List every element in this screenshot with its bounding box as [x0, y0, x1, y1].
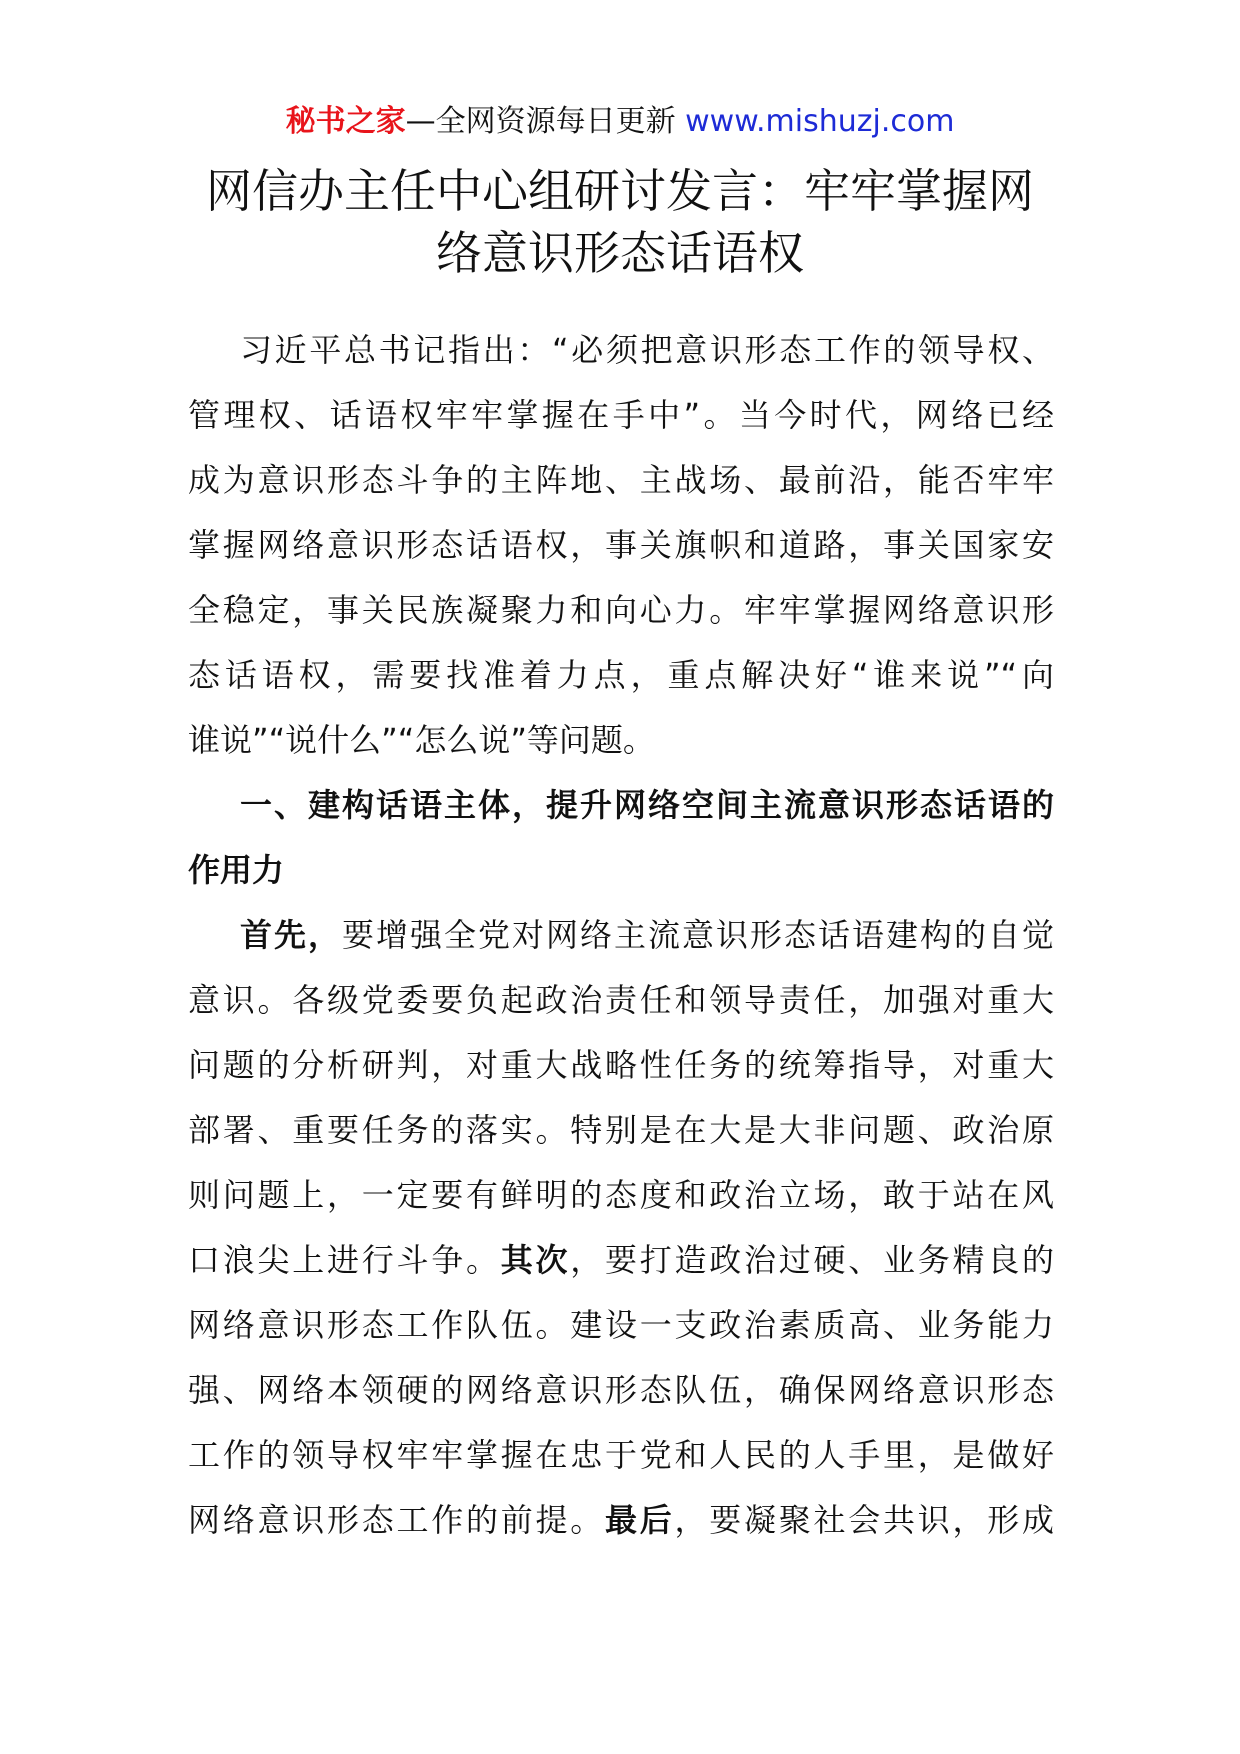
para-line-4: 部署、重要任务的落实。特别是在大是大非问题、政治原 [188, 1111, 1054, 1149]
second-keyword: 其次 [500, 1241, 571, 1279]
banner-slogan: —全网资源每日更新 [405, 104, 686, 139]
para-line-6 [188, 1228, 1054, 1293]
para-line-5: 则问题上，一定要有鲜明的态度和政治立场，敢于站在风 [188, 1176, 1054, 1214]
para-line-6-pre: 口浪尖上进行斗争。 [188, 1241, 501, 1279]
title-line-1: 网信办主任中心组研讨发言：牢牢掌握网 [206, 164, 1034, 218]
para-line-1 [188, 903, 1054, 968]
para-line-10-post: ，要凝聚社会共识，形成 [674, 1501, 1054, 1539]
intro-paragraph [188, 318, 1054, 773]
intro-line-4: 掌握网络意识形态话语权，事关旗帜和道路，事关国家安 [188, 526, 1054, 564]
section-1-heading [188, 773, 1054, 903]
para-line-10-pre: 网络意识形态工作的前提。 [188, 1501, 605, 1539]
para-line-3: 问题的分析研判，对重大战略性任务的统筹指导，对重大 [188, 1046, 1054, 1084]
para-line-1-text: 要增强全党对网络主流意识形态话语建构的自觉 [342, 916, 1054, 954]
intro-line-3: 成为意识形态斗争的主阵地、主战场、最前沿，能否牢牢 [188, 461, 1054, 499]
section-1-heading-line-1: 一、建构话语主体，提升网络空间主流意识形态话语的 [240, 786, 1054, 824]
first-keyword: 首先， [240, 916, 342, 954]
para-line-10 [188, 1488, 1054, 1553]
last-keyword: 最后 [604, 1501, 675, 1539]
site-banner [0, 100, 1240, 144]
section-1-paragraph [188, 903, 1054, 1553]
banner-brand: 秘书之家 [285, 104, 406, 139]
banner-url-link[interactable]: www.mishuzj.com [685, 104, 955, 139]
para-line-2: 意识。各级党委要负起政治责任和领导责任，加强对重大 [188, 981, 1054, 1019]
intro-line-5: 全稳定，事关民族凝聚力和向心力。牢牢掌握网络意识形 [188, 591, 1054, 629]
document-body [188, 318, 1054, 1553]
section-1-heading-line-2: 作用力 [188, 851, 285, 889]
intro-line-1: 习近平总书记指出：“必须把意识形态工作的领导权、 [240, 331, 1054, 369]
document-title [150, 160, 1090, 284]
para-line-6-post: ，要打造政治过硬、业务精良的 [570, 1241, 1054, 1279]
title-line-2: 络意识形态话语权 [436, 226, 804, 280]
para-line-8: 强、网络本领硬的网络意识形态队伍，确保网络意识形态 [188, 1371, 1054, 1409]
para-line-7: 网络意识形态工作队伍。建设一支政治素质高、业务能力 [188, 1306, 1054, 1344]
intro-line-7: 谁说”“说什么”“怎么说”等问题。 [188, 721, 655, 759]
intro-line-6: 态话语权，需要找准着力点，重点解决好“谁来说”“向 [188, 656, 1054, 694]
para-line-9: 工作的领导权牢牢掌握在忠于党和人民的人手里，是做好 [188, 1436, 1054, 1474]
intro-line-2: 管理权、话语权牢牢掌握在手中”。当今时代，网络已经 [188, 396, 1054, 434]
